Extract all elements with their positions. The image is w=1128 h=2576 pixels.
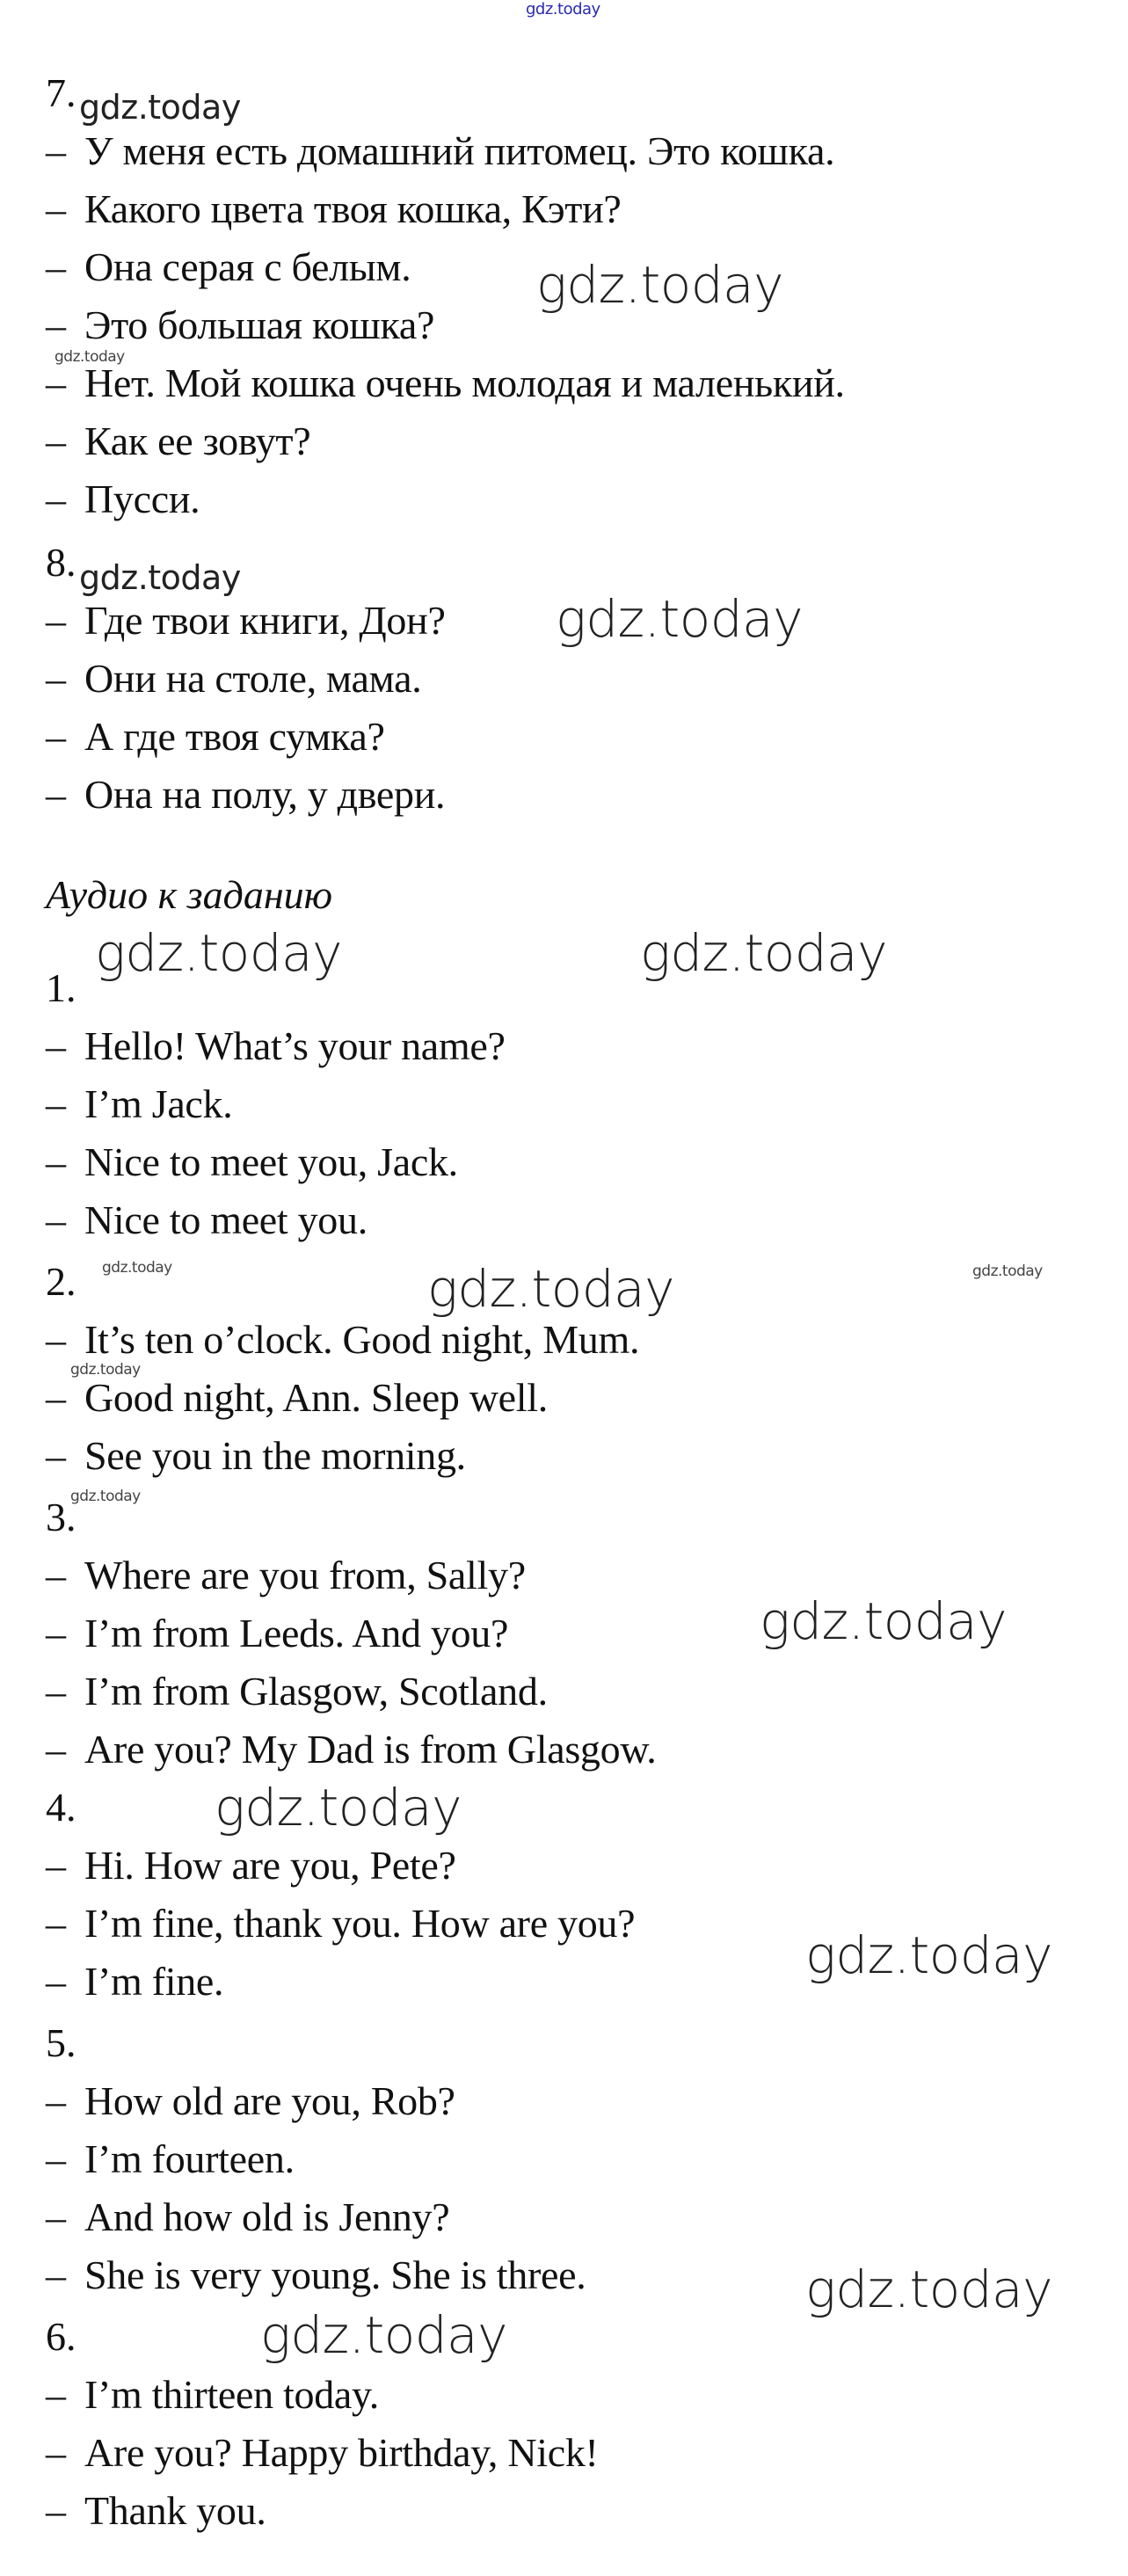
audio-line: – Are you? My Dad is from Glasgow.	[46, 1727, 657, 1772]
section-7-line: – Нет. Мой кошка очень молодая и маленький.	[46, 360, 845, 405]
watermark: gdz.today	[55, 348, 125, 366]
watermark: gdz.today	[427, 1259, 674, 1319]
audio-line: – Hi. How are you, Pete?	[46, 1843, 456, 1888]
audio-line: – Nice to meet you.	[46, 1197, 368, 1242]
watermark: gdz.today	[79, 88, 241, 127]
section-8-number: 8.	[46, 540, 76, 585]
audio-2-number: 2.	[46, 1259, 76, 1304]
audio-line: – Good night, Ann. Sleep well.	[46, 1375, 548, 1420]
section-7-line: – У меня есть домашний питомец. Это кошка.	[46, 128, 835, 173]
audio-line: – I’m fine, thank you. How are you?	[46, 1901, 636, 1946]
audio-line: – Are you? Happy birthday, Nick!	[46, 2430, 599, 2475]
top-watermark: gdz.today	[526, 0, 600, 18]
audio-1-number: 1.	[46, 965, 76, 1010]
section-8-line: – Они на столе, мама.	[46, 656, 422, 701]
watermark: gdz.today	[805, 1925, 1052, 1985]
audio-line: – Hello! What’s your name?	[46, 1023, 506, 1068]
section-7-line: – Это большая кошка?	[46, 302, 435, 347]
audio-line: – I’m thirteen today.	[46, 2372, 379, 2417]
section-8-line: – А где твоя сумка?	[46, 714, 385, 759]
watermark: gdz.today	[805, 2259, 1052, 2319]
audio-line: – And how old is Jenny?	[46, 2194, 450, 2239]
audio-line: – Nice to meet you, Jack.	[46, 1139, 458, 1184]
section-7-line: – Она серая с белым.	[46, 244, 411, 289]
audio-line: – Where are you from, Sally?	[46, 1553, 526, 1597]
section-7-number: 7.	[46, 70, 76, 115]
audio-line: – It’s ten o’clock. Good night, Mum.	[46, 1317, 640, 1362]
audio-line: – She is very young. She is three.	[46, 2252, 586, 2297]
section-7-line: – Пусси.	[46, 477, 200, 521]
audio-line: – I’m Jack.	[46, 1081, 233, 1126]
watermark: gdz.today	[760, 1591, 1007, 1651]
watermark: gdz.today	[70, 1488, 141, 1505]
watermark: gdz.today	[260, 2305, 507, 2365]
watermark: gdz.today	[536, 255, 783, 315]
watermark: gdz.today	[215, 1778, 462, 1837]
audio-line: – See you in the morning.	[46, 1433, 466, 1478]
section-7-line: – Какого цвета твоя кошка, Кэти?	[46, 186, 622, 231]
audio-3-number: 3.	[46, 1495, 76, 1539]
audio-6-number: 6.	[46, 2314, 76, 2359]
watermark: gdz.today	[640, 923, 887, 983]
watermark: gdz.today	[556, 589, 803, 649]
section-7-line: – Как ее зовут?	[46, 418, 311, 463]
watermark: gdz.today	[972, 1263, 1043, 1280]
watermark: gdz.today	[102, 1259, 172, 1277]
audio-line: – How old are you, Rob?	[46, 2078, 455, 2123]
audio-4-number: 4.	[46, 1785, 76, 1830]
audio-line: – I’m fourteen.	[46, 2136, 295, 2181]
audio-line: – I’m from Leeds. And you?	[46, 1611, 509, 1655]
watermark: gdz.today	[95, 923, 342, 983]
audio-heading: Аудио к заданию	[46, 872, 333, 917]
watermark: gdz.today	[79, 558, 241, 597]
audio-line: – Thank you.	[46, 2488, 266, 2533]
watermark: gdz.today	[70, 1361, 141, 1379]
audio-line: – I’m from Glasgow, Scotland.	[46, 1669, 548, 1714]
audio-5-number: 5.	[46, 2020, 76, 2065]
section-8-line: – Где твои книги, Дон?	[46, 598, 446, 643]
audio-line: – I’m fine.	[46, 1959, 224, 2004]
section-8-line: – Она на полу, у двери.	[46, 772, 446, 817]
